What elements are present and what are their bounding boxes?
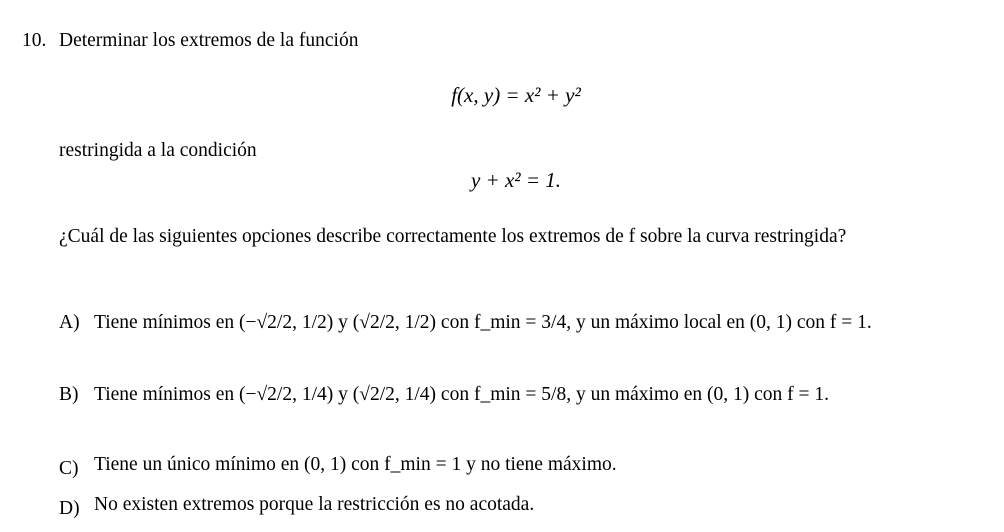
option-b-letter: B) (59, 384, 79, 405)
option-a-letter: A) (59, 312, 80, 333)
problem-number: 10. (22, 30, 47, 51)
option-d-text: No existen extremos porque la restricción es no acotada. (94, 494, 535, 515)
option-d-letter: D) (59, 498, 80, 519)
condition-label: restringida a la condición (59, 140, 257, 161)
option-a-text: Tiene mínimos en (−√2/2, 1/2) y (√2/2, 1/2) con f_min = 3/4, y un máximo local en (0, 1) con f = 1. (94, 312, 872, 333)
option-b-text: Tiene mínimos en (−√2/2, 1/4) y (√2/2, 1/4) con f_min = 5/8, y un máximo en (0, 1) con f = 1. (94, 384, 830, 405)
option-c-text: Tiene un único mínimo en (0, 1) con f_min = 1 y no tiene máximo. (94, 454, 617, 475)
option-c-letter: C) (59, 458, 79, 479)
problem-intro: Determinar los extremos de la función (59, 30, 359, 51)
function-equation: f(x, y) = x² + y² (451, 83, 581, 107)
condition-equation: y + x² = 1. (470, 168, 562, 192)
question-text: ¿Cuál de las siguientes opciones describe correctamente los extremos de f sobre la curva restringida? (59, 226, 847, 247)
